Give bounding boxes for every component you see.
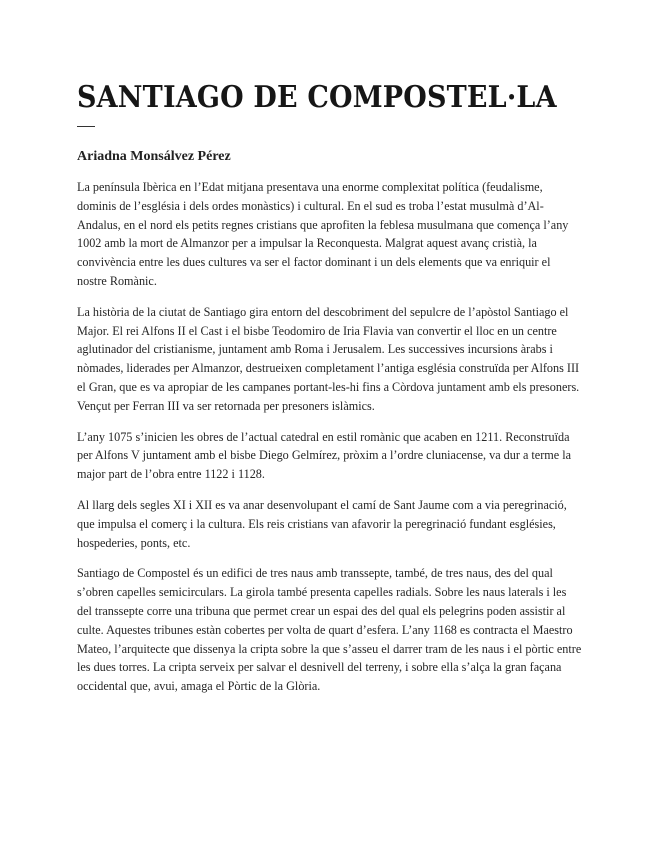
paragraph-5: Santiago de Compostel és un edifici de tres naus amb transsepte, també, de tres naus, des del qual s’obren capelles semicirculars. La girola també presenta capelles radials. Sobre les naus laterals i les del transsepte corre una tribuna que permet crear un espai des del qual els pelegrins poden assistir al culte. Aquestes tribunes estàn cobertes per volta de quart d’esfera. L’any 1168 es contracta el Maestro Mateo, l’arquitecte que dissenya la cripta sobre la que s’asseu el darrer tram de les naus i el pòrtic entre les dues torres. La cripta serveix per salvar el desnivell del terreny, i sobre ella s’alça la gran façana occidental que, avui, amaga el Pòrtic de la Glòria.	[77, 566, 582, 694]
paragraph-4: Al llarg dels segles XI i XII es va anar desenvolupant el camí de Sant Jaume com a via peregrinació, que impulsa el comerç i la cultura. Els reis cristians van afavorir la peregrinació fundant esglésies, hospederies, ponts, etc.	[77, 497, 567, 550]
author-name: Ariadna Monsálvez Pérez	[77, 149, 231, 164]
paragraph-3: L’any 1075 s’inicien les obres de l’actual catedral en estil romànic que acaben en 1211. Reconstruïda per Alfons V juntament amb el bisbe Diego Gelmírez, pròxim a l’ordre cluniacense, va dur a terme la major part de l’obra entre 1122 i 1128.	[77, 429, 571, 482]
title-underline	[77, 126, 95, 127]
paragraph-2: La història de la ciutat de Santiago gira entorn del descobriment del sepulcre de l’apòstol Santiago el Major. El rei Alfons II el Cast i el bisbe Teodomiro de Iria Flavia van convertir el lloc en un centre aglutinador del cristianisme, juntament amb Roma i Jerusalem. Les successives incursions àrabs i nòmades, liderades per Almanzor, destrueixen completament l’antiga església construïda per Alfons III el Gran, que es va apropiar de les campanes portant-les-hi fins a Còrdova juntament amb els presoners. Vençut per Ferran III va ser retornada per presoners islàmics.	[77, 304, 580, 413]
document-title: SANTIAGO DE COMPOSTEL·LA	[77, 80, 557, 115]
paragraph-1: La península Ibèrica en l’Edat mitjana presentava una enorme complexitat política (feudalisme, dominis de l’església i dels ordes monàstics) i cultural. En el sud es troba l’estat musulmà d’Al-Andalus, en el nord els petits regnes cristians que aprofiten la feblesa musulmana que comença l’any 1002 amb la mort de Almanzor per a impulsar la Reconquesta. Malgrat aquest avanç cristià, la convivència entre les dues cultures va ser el factor dominant i un dels elements que va enriquir el nostre Romànic.	[77, 180, 569, 288]
document-page	[77, 78, 582, 696]
